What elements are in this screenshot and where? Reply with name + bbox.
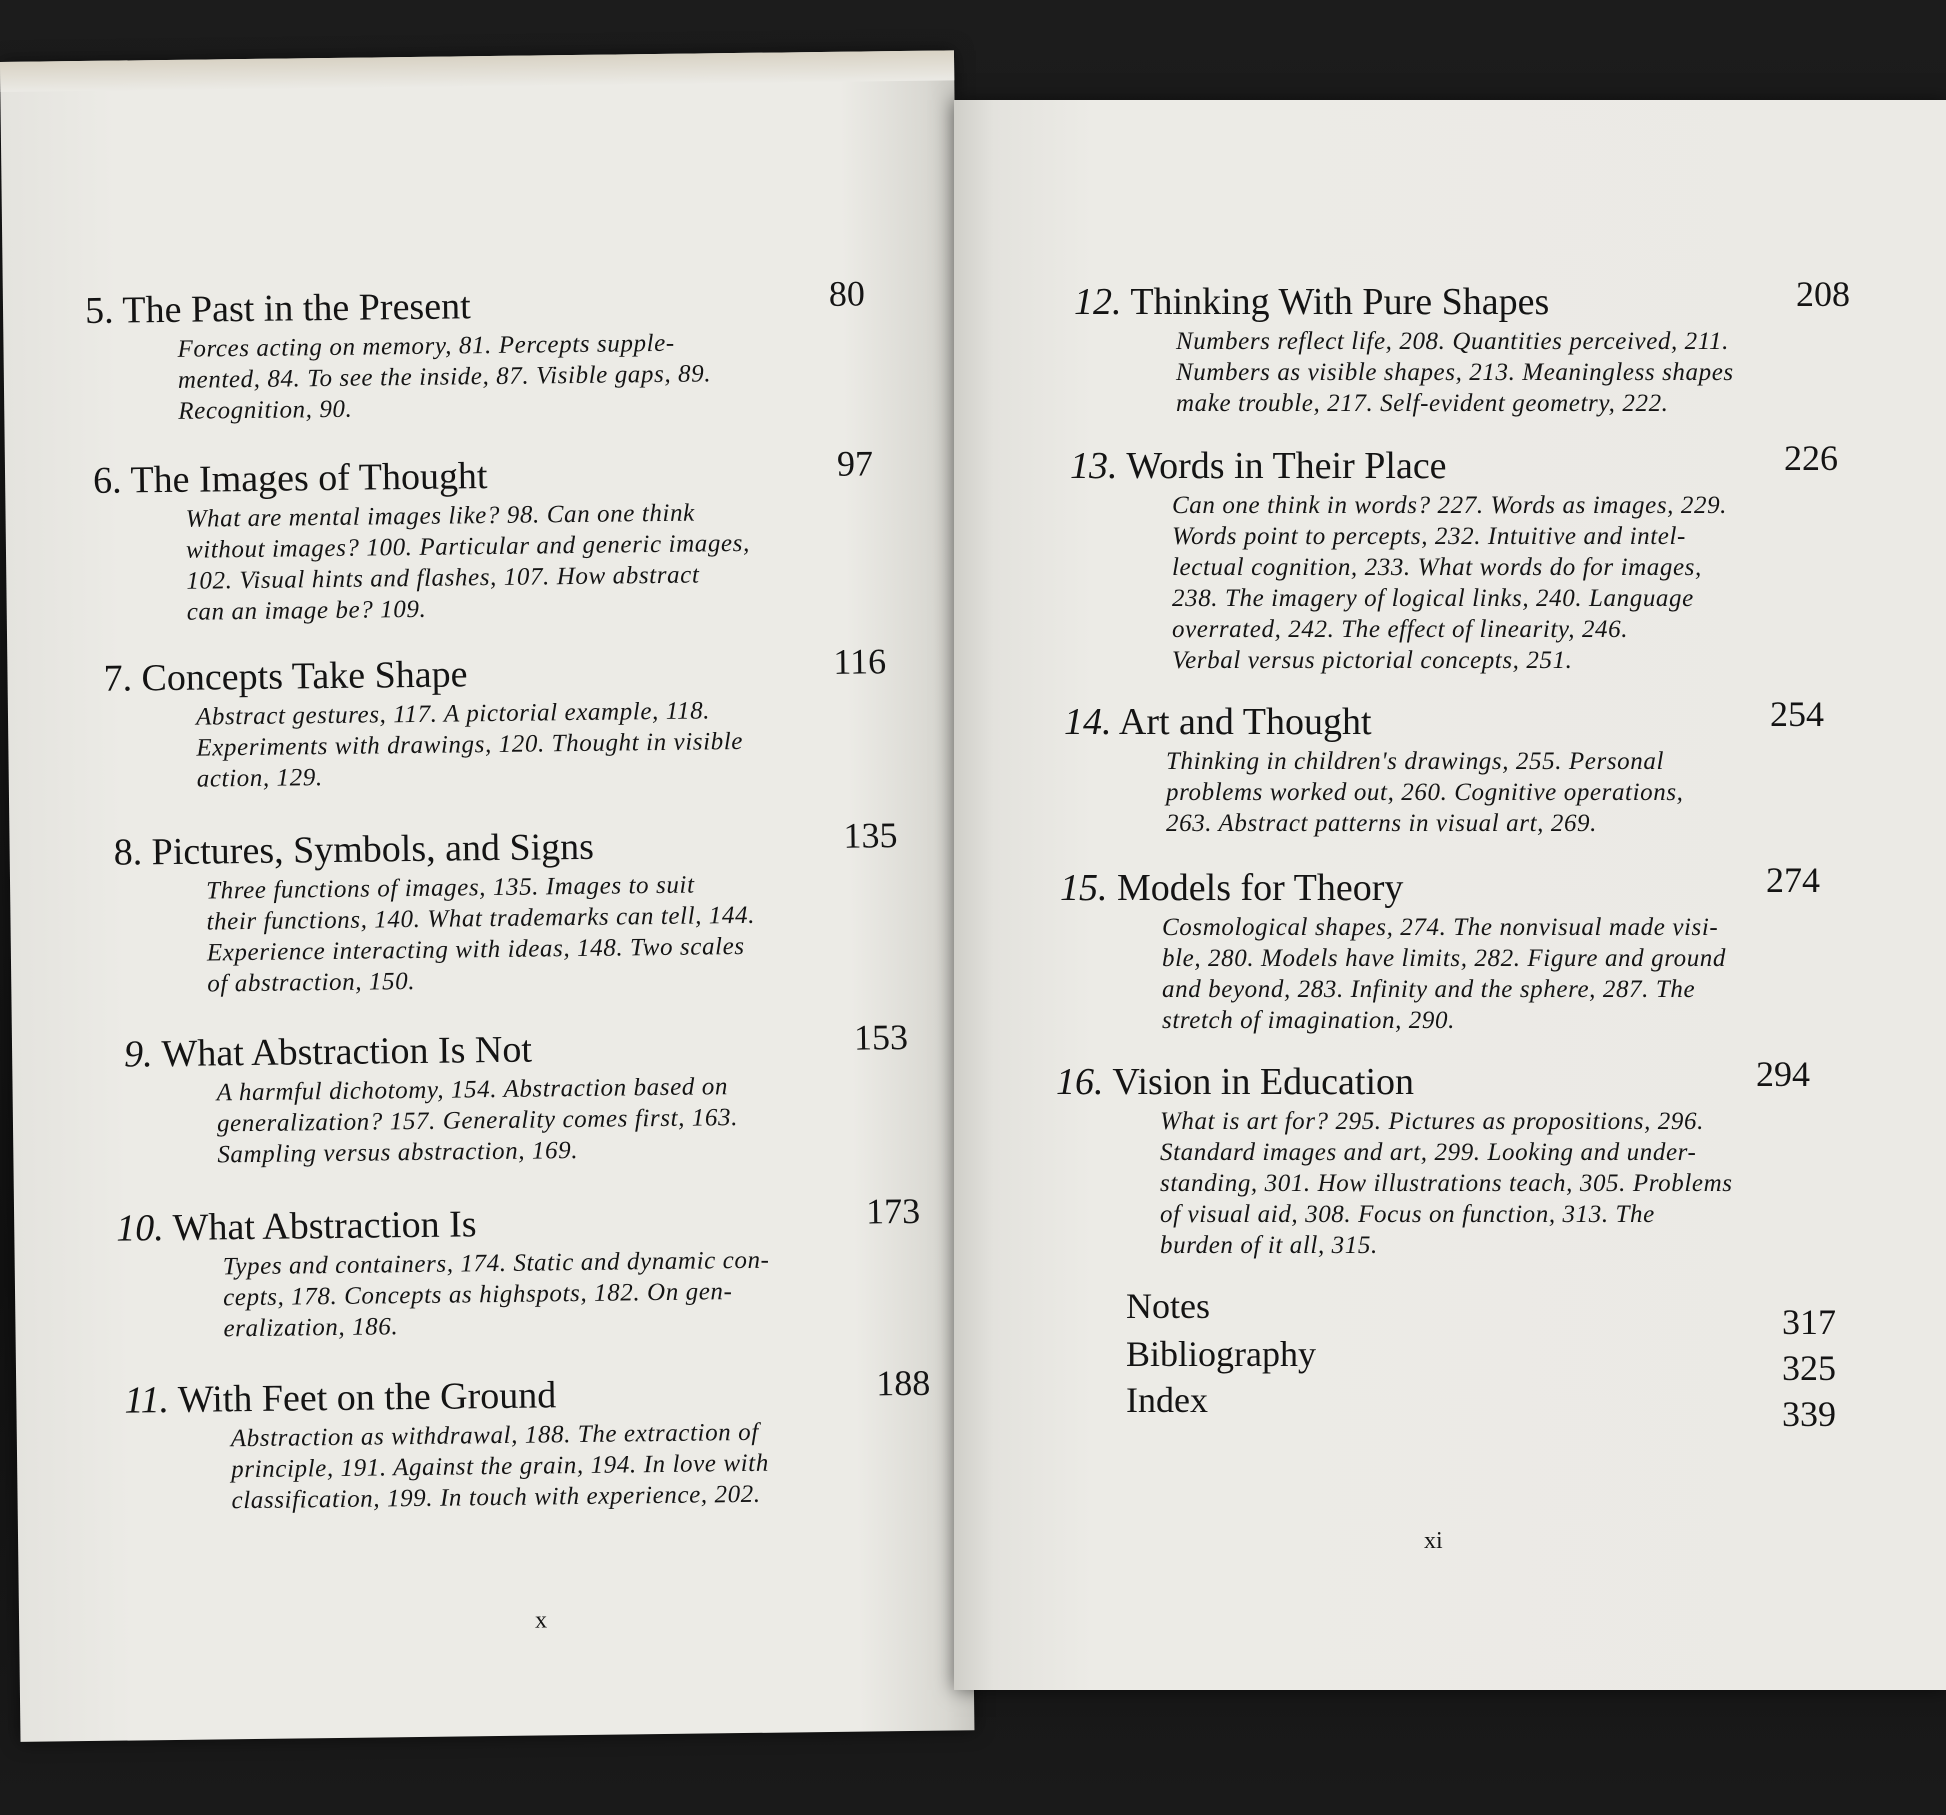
chapter-page-number: 188 [875,1362,931,1404]
chapter-title: What Abstraction Is [172,1203,477,1249]
chapter-summary: What is art for? 295. Pictures as propositions, 296. Standard images and art, 299. Looking and under- standing, 301. How illustrations teach, 305. Problems of visual aid, 308. Focus on function, 313. The burden of it all, 315. [1160,1108,1733,1259]
chapter-summary: Thinking in children's drawings, 255. Personal problems worked out, 260. Cognitive operations, 263. Abstract patterns in visual art, 269. [1166,748,1684,837]
chapter-title: Vision in Education [1112,1061,1415,1103]
left-page [0,50,974,1742]
chapter-page-number: 173 [865,1190,921,1232]
chapter-number: 13. [1070,445,1118,487]
chapter-summary: A harmful dichotomy, 154. Abstraction based on generalization? 157. Generality comes first, 163. Sampling versus abstraction, 169. [216,1073,739,1169]
chapter-title: Thinking With Pure Shapes [1130,281,1550,323]
chapter-number: 7. [103,657,133,700]
chapter-heading [1064,700,1372,744]
chapter-page-number: 208 [1796,274,1850,314]
chapter-heading [103,652,467,700]
chapter-title: Pictures, Symbols, and Signs [151,825,595,874]
chapter-heading [116,1202,477,1250]
chapter-title: The Images of Thought [130,455,488,502]
chapter-page-number: 135 [843,815,898,856]
back-matter-title: Notes [1126,1286,1210,1326]
chapter-number: 5. [84,289,114,332]
back-matter-page: 339 [1782,1394,1836,1434]
chapter-page-number: 97 [836,443,874,484]
chapter-heading [93,454,488,503]
back-matter-page: 317 [1782,1302,1836,1342]
chapter-title: With Feet on the Ground [177,1374,557,1421]
chapter-summary: Numbers reflect life, 208. Quantities perceived, 211. Numbers as visible shapes, 213. Meaningless shapes make trouble, 217. Self-evident geometry, 222. [1176,328,1734,417]
chapter-number: 8. [113,831,143,874]
chapter-heading [1070,444,1447,488]
chapter-number: 10. [116,1207,165,1250]
chapter-heading [1060,866,1403,910]
chapter-number: 16. [1056,1061,1104,1103]
chapter-heading [124,1028,532,1077]
page-folio: xi [1424,1528,1443,1554]
chapter-number: 11. [124,1379,170,1422]
chapter-page-number: 274 [1766,860,1820,900]
chapter-heading [1074,280,1549,324]
chapter-page-number: 80 [828,273,866,314]
chapter-heading [124,1373,556,1422]
chapter-summary: What are mental images like? 98. Can one think without images? 100. Particular and generic images, 102. Visual hints and flashes, 107. How abstract can an image be? 109. [185,499,750,626]
chapter-title: What Abstraction Is Not [161,1028,533,1076]
chapter-number: 6. [92,459,122,502]
back-matter-title: Index [1126,1380,1208,1420]
chapter-page-number: 153 [853,1016,909,1058]
chapter-page-number: 294 [1756,1054,1810,1094]
chapter-heading [1056,1060,1414,1104]
chapter-title: Concepts Take Shape [141,653,468,700]
chapter-title: The Past in the Present [122,285,471,332]
chapter-heading [85,284,471,333]
chapter-summary: Types and containers, 174. Static and dynamic con- cepts, 178. Concepts as highspots, 182. On gen- eralization, 186. [222,1246,770,1343]
chapter-page-number: 116 [833,641,887,682]
chapter-summary: Can one think in words? 227. Words as images, 229. Words point to percepts, 232. Intuitive and intel- lectual cognition, 233. What words do for images, 238. The imagery of logical links, 240. Language overrated, 242. The effect of linearity, 246. Verbal versus pictorial concepts, 251. [1172,492,1728,674]
chapter-summary: Three functions of images, 135. Images to suit their functions, 140. What trademarks can tell, 144. Experience interacting with ideas, 148. Two scales of abstraction, 150. [205,871,756,998]
chapter-heading [113,825,594,875]
chapter-summary: Abstract gestures, 117. A pictorial example, 118. Experiments with drawings, 120. Thought in visible action, 129. [195,697,744,793]
back-matter-page: 325 [1782,1348,1836,1388]
chapter-title: Words in Their Place [1126,445,1447,487]
chapter-page-number: 254 [1770,694,1824,734]
back-matter-title: Bibliography [1126,1334,1316,1374]
chapter-number: 15. [1060,867,1108,909]
chapter-summary: Forces acting on memory, 81. Percepts supple- mented, 84. To see the inside, 87. Visible gaps, 89. Recognition, 90. [177,329,712,425]
chapter-page-number: 226 [1784,438,1838,478]
chapter-title: Art and Thought [1118,701,1372,743]
chapter-number: 12. [1074,281,1122,323]
chapter-number: 14. [1064,701,1112,743]
right-page [954,100,1946,1690]
chapter-summary: Abstraction as withdrawal, 188. The extraction of principle, 191. Against the grain, 194. In love with classification, 199. In touch with experience, 202. [230,1418,769,1515]
chapter-number: 9. [123,1033,153,1076]
chapter-title: Models for Theory [1117,867,1404,909]
page-folio: x [534,1607,548,1634]
chapter-summary: Cosmological shapes, 274. The nonvisual made visi- ble, 280. Models have limits, 282. Figure and ground and beyond, 283. Infinity and the sphere, 287. The stretch of imagination, 290. [1162,914,1727,1034]
